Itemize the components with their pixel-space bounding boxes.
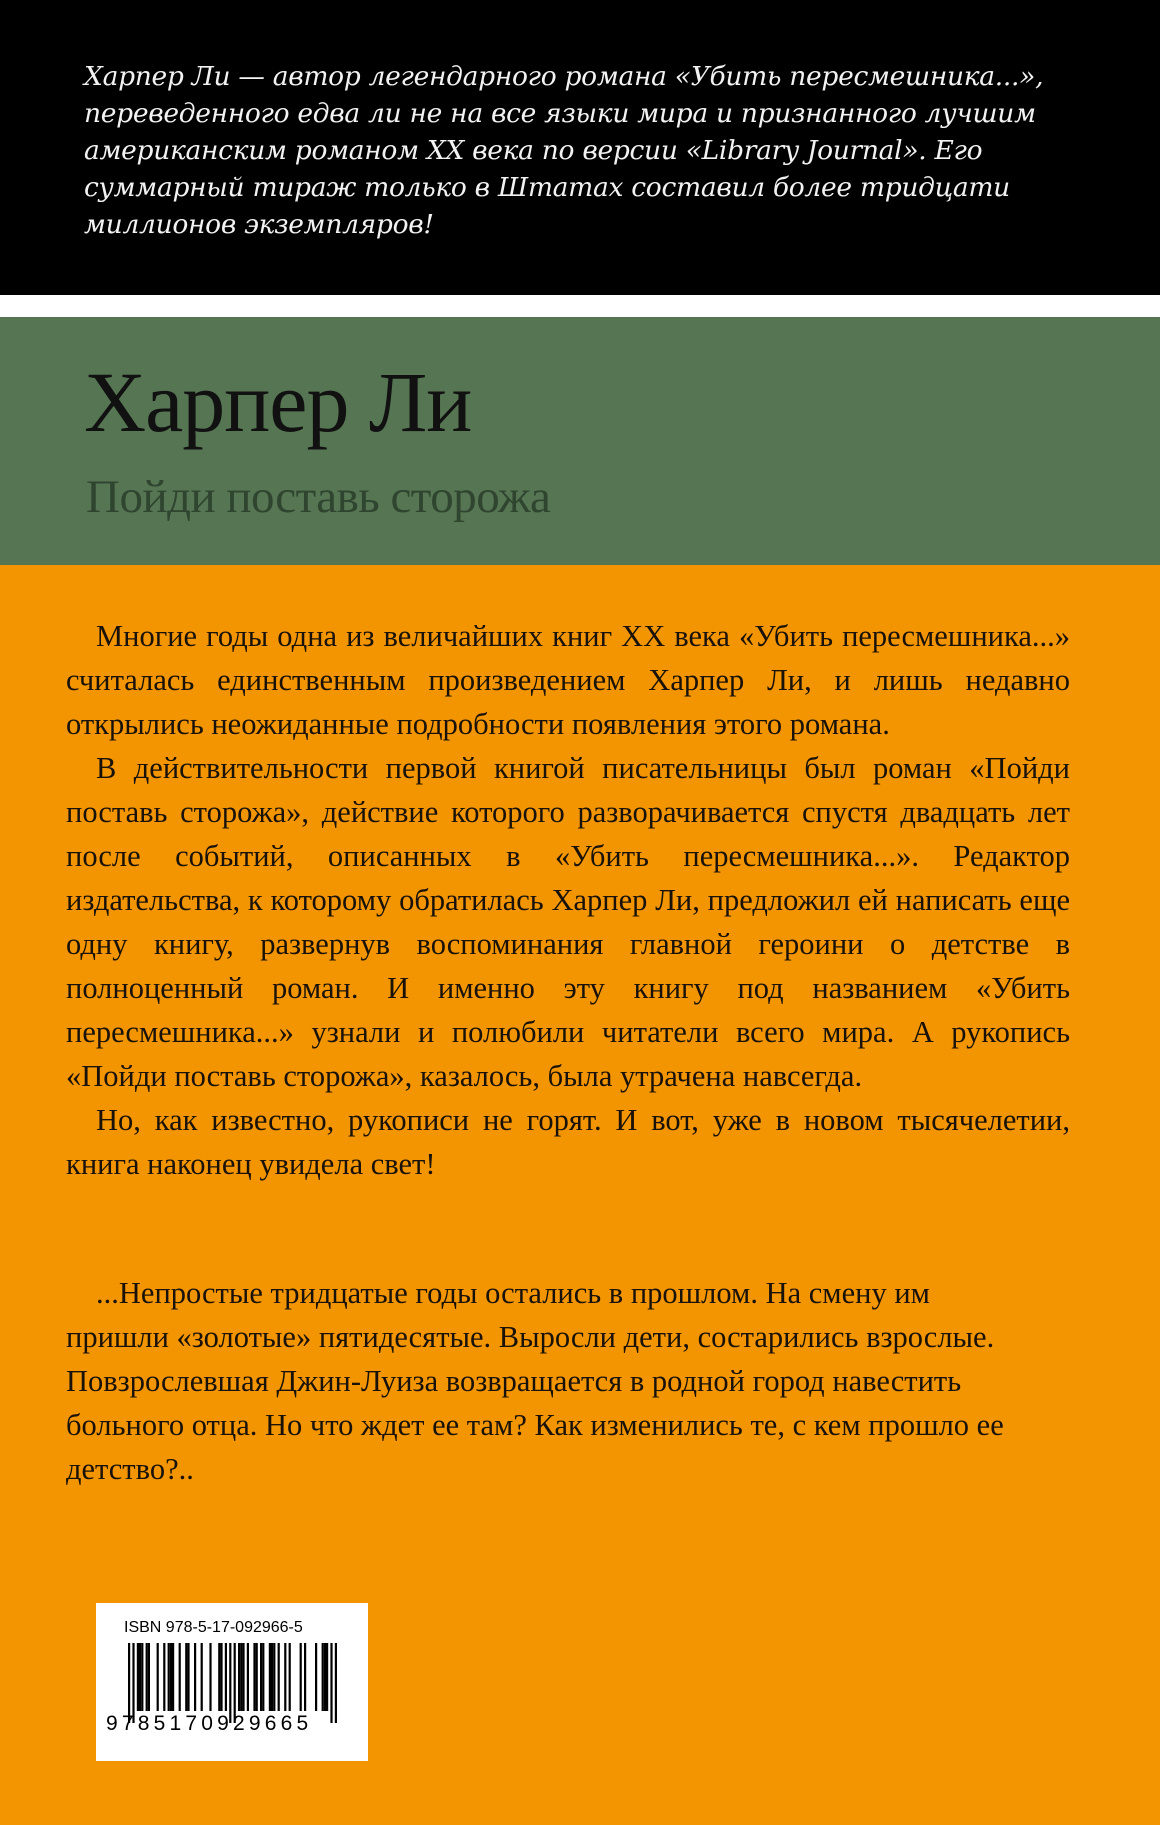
barcode-bar <box>335 1643 337 1723</box>
book-description <box>66 614 1070 1186</box>
barcode-bar <box>225 1643 227 1711</box>
barcode-bar <box>322 1643 324 1711</box>
barcode-bar <box>326 1643 328 1711</box>
barcode-bar <box>247 1643 249 1711</box>
barcode-image <box>96 1603 368 1761</box>
barcode-bar <box>168 1643 170 1711</box>
barcode-bar <box>273 1643 275 1711</box>
title-band <box>0 317 1160 565</box>
barcode-bar <box>172 1643 174 1711</box>
barcode-bar <box>146 1643 148 1711</box>
barcode-bar <box>240 1643 242 1711</box>
barcode-bar <box>256 1643 258 1711</box>
barcode-bar <box>278 1643 280 1711</box>
barcode-bar <box>242 1643 244 1711</box>
barcode-bar <box>132 1643 134 1723</box>
barcode-bar <box>179 1643 181 1711</box>
barcode-bar <box>260 1643 262 1711</box>
description-paragraph: Многие годы одна из величайших книг XX века «Убить пересмешника...» считалась единственным произведением Харпер Ли, и лишь недавно открылись неожиданные подробности появления этого романа. <box>66 619 1070 741</box>
description-band <box>0 565 1160 1825</box>
white-divider <box>0 295 1160 317</box>
barcode-bar <box>148 1643 150 1711</box>
barcode-bar <box>271 1643 273 1711</box>
barcode-digits: 9785170929665 <box>106 1712 313 1735</box>
barcode-bar <box>289 1643 291 1711</box>
barcode-bar <box>262 1643 264 1711</box>
barcode-bar <box>170 1643 172 1711</box>
isbn-text: ISBN 978-5-17-092966-5 <box>124 1619 303 1636</box>
barcode-bar <box>128 1643 130 1723</box>
barcode-bar <box>304 1643 306 1711</box>
description-paragraph: В действительности первой книгой писательницы был роман «Пойди поставь сторожа», действие которого разворачивается спустя двадцать лет после событий, описанных в «Убить пересмешника...». Редактор издательства, к которому обратилась Харпер Ли, предложил ей написать еще одну книгу, развернув воспоминания главной героини о детстве в полноценный роман. И именно эту книгу под названием «Убить пересмешника...» узнали и полюбили читатели всего мира. А рукопись «Пойди поставь сторожа», казалось, была утрачена навсегда. <box>66 751 1070 1093</box>
barcode-bar <box>209 1643 211 1711</box>
barcode-bar <box>284 1643 286 1711</box>
barcode-bar <box>139 1643 141 1711</box>
barcode-bar <box>234 1643 236 1723</box>
top-black-band <box>0 0 1160 295</box>
book-excerpt: ...Непростые тридцатые годы остались в прошлом. На смену им пришли «золотые» пятидесятые. Выросли дети, состарились взрослые. Повзрослевшая Джин-Луиза возвращается в родной город навестить больного отца. Но что ждет ее там? Как изменились те, с кем прошло ее детство?.. <box>66 1276 1004 1486</box>
barcode-bar <box>187 1643 189 1711</box>
barcode-bar <box>163 1643 165 1711</box>
barcode-bar <box>324 1643 326 1711</box>
barcode-bar <box>157 1643 159 1711</box>
barcode-bar <box>300 1643 302 1711</box>
barcode-bar <box>269 1643 271 1711</box>
author-blurb: Харпер Ли — автор легендарного романа «Убить пересмешника...», переведенного едва ли не на все языки мира и признанного лучшим американским романом XX века по версии «Library Journal». Его суммарный тираж только в Штатах составил более тридцати миллионов экземпляров! <box>84 61 1044 240</box>
barcode-bar <box>330 1643 332 1723</box>
barcode-bar <box>238 1643 240 1711</box>
barcode-bar <box>194 1643 196 1711</box>
description-paragraph: Но, как известно, рукописи не горят. И вот, уже в новом тысячелетии, книга наконец увидела свет! <box>66 1103 1070 1181</box>
barcode-bar <box>220 1643 222 1711</box>
barcode-bar <box>137 1643 139 1711</box>
book-title: Пойди поставь сторожа <box>86 471 551 523</box>
barcode-bar <box>201 1643 203 1711</box>
barcode-bar <box>185 1643 187 1711</box>
barcode-bar <box>229 1643 231 1723</box>
barcode-bar <box>218 1643 220 1711</box>
barcode-bar <box>253 1643 255 1711</box>
author-name: Харпер Ли <box>84 354 472 450</box>
barcode-bar <box>141 1643 143 1711</box>
barcode-bar <box>315 1643 317 1711</box>
barcode-label <box>96 1603 368 1761</box>
